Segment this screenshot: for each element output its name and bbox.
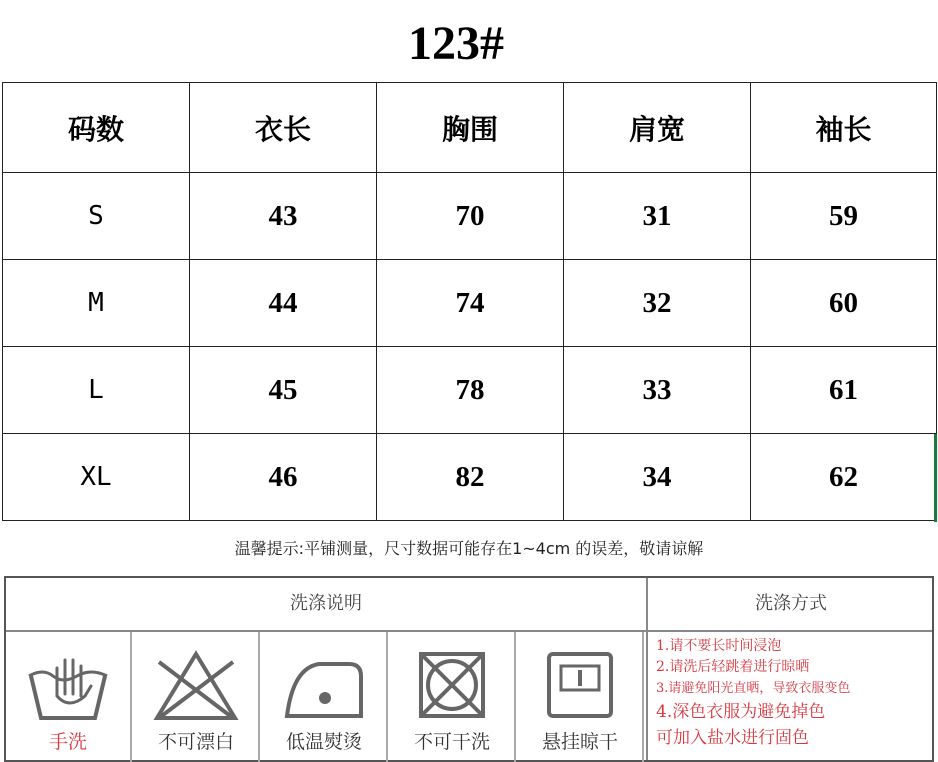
- divider: [646, 630, 648, 760]
- header-sleeve: 袖长: [751, 83, 937, 173]
- table-cell: S: [3, 173, 190, 260]
- table-cell: 62: [751, 434, 937, 521]
- method-title: 洗涤方式: [755, 593, 827, 614]
- method-item: 4.深色衣服为避免掉色: [656, 702, 826, 722]
- method-item: 2.请洗后轻跳着进行晾晒: [656, 659, 810, 675]
- table-row: [3, 173, 937, 260]
- table-cell: XL: [3, 434, 190, 521]
- table-row: [3, 260, 937, 347]
- hang-dry-icon: [535, 646, 625, 726]
- low-iron-icon: [279, 646, 369, 726]
- care-instructions-panel: [4, 576, 934, 762]
- header-chest: 胸围: [377, 83, 564, 173]
- table-cell: 60: [751, 260, 937, 347]
- care-label: 不可干洗: [413, 731, 490, 753]
- measurement-note: 温馨提示:平铺测量，尺寸数据可能存在1~4cm 的误差，敬请谅解: [234, 539, 704, 558]
- care-label: 低温熨烫: [285, 731, 362, 753]
- table-cell: 59: [751, 173, 937, 260]
- no-bleach-icon: [151, 646, 241, 726]
- care-item-hang-dry: [518, 632, 644, 762]
- care-item-no-bleach: [134, 632, 260, 762]
- care-label: 悬挂晾干: [541, 731, 618, 753]
- care-label: 手洗: [48, 731, 87, 753]
- wash-method-list: [656, 636, 932, 751]
- table-cell: 34: [564, 434, 751, 521]
- table-cell: 74: [377, 260, 564, 347]
- table-cell: 45: [190, 347, 377, 434]
- table-cell: 61: [751, 347, 937, 434]
- no-dry-clean-icon: [407, 646, 497, 726]
- table-cell: 43: [190, 173, 377, 260]
- table-cell: 78: [377, 347, 564, 434]
- table-cell: 46: [190, 434, 377, 521]
- page-title: 123#: [408, 17, 504, 70]
- table-cell: L: [3, 347, 190, 434]
- table-row: [3, 347, 937, 434]
- header-length: 衣长: [190, 83, 377, 173]
- care-item-low-iron: [262, 632, 388, 762]
- care-item-no-dry-clean: [390, 632, 516, 762]
- hand-wash-icon: [23, 646, 113, 726]
- header-size: 码数: [3, 83, 190, 173]
- table-cell: 33: [564, 347, 751, 434]
- header-shoulder: 肩宽: [564, 83, 751, 173]
- care-item-hand-wash: [6, 632, 132, 762]
- method-item: 3.请避免阳光直晒，导致衣服变色: [656, 681, 851, 696]
- table-cell: 31: [564, 173, 751, 260]
- table-cell: 32: [564, 260, 751, 347]
- edge-marker: [934, 434, 937, 522]
- size-table: [2, 82, 937, 521]
- table-cell: 44: [190, 260, 377, 347]
- care-label: 不可漂白: [157, 731, 234, 753]
- table-row: [3, 434, 937, 521]
- table-cell: 82: [377, 434, 564, 521]
- table-cell: 70: [377, 173, 564, 260]
- method-item: 可加入盐水进行固色: [656, 728, 809, 748]
- table-cell: M: [3, 260, 190, 347]
- instructions-title: 洗涤说明: [6, 578, 648, 630]
- table-header-row: [3, 83, 937, 173]
- method-item: 1.请不要长时间浸泡: [656, 638, 782, 654]
